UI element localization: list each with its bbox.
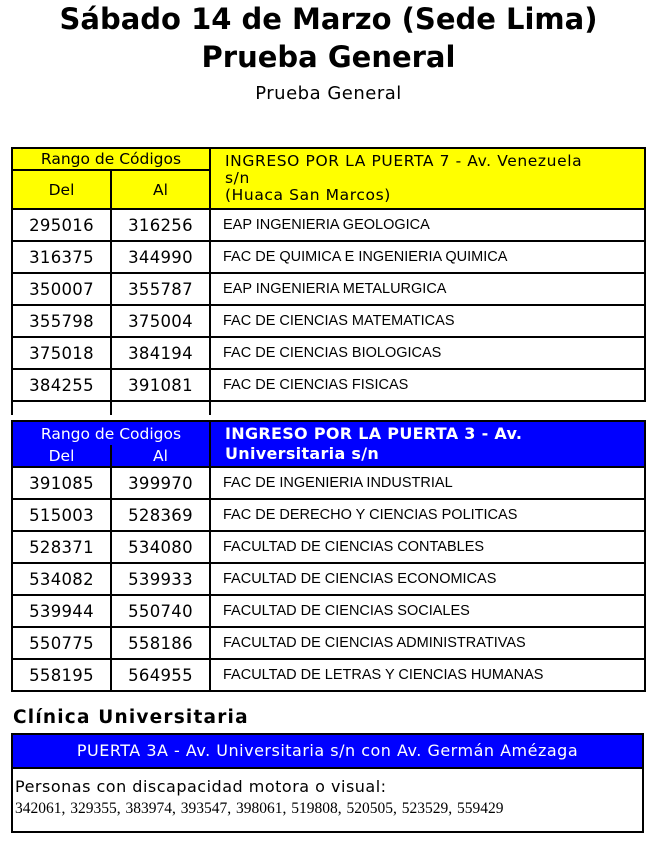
table-row (12, 467, 645, 499)
code-from: 391085 (12, 467, 111, 499)
faculty-name: FAC DE DERECHO Y CIENCIAS POLITICAS (210, 499, 645, 531)
page-subtitle: Prueba General (201, 40, 456, 74)
entrance-header-puerta-7 (210, 148, 645, 209)
code-to: 528369 (111, 499, 210, 531)
faculty-name: FACULTAD DE CIENCIAS ECONOMICAS (210, 563, 645, 595)
code-from: 539944 (12, 595, 111, 627)
entrance-header-puerta-3 (210, 421, 645, 467)
faculty-name: FACULTAD DE LETRAS Y CIENCIAS HUMANAS (210, 659, 645, 691)
table-row (12, 273, 645, 305)
code-from: 375018 (12, 337, 111, 369)
table-puerta-3 (11, 420, 646, 692)
code-to: 399970 (111, 467, 210, 499)
faculty-name: FACULTAD DE CIENCIAS CONTABLES (210, 531, 645, 563)
code-to: 355787 (111, 273, 210, 305)
entrance-line: INGRESO POR LA PUERTA 3 - Av. (225, 424, 523, 443)
code-from: 528371 (12, 531, 111, 563)
column-header-del: Del (12, 170, 111, 209)
table-row (12, 337, 645, 369)
table-row (12, 369, 645, 401)
clinic-description: Personas con discapacidad motora o visual: (15, 777, 387, 796)
faculty-name: FAC DE CIENCIAS MATEMATICAS (210, 305, 645, 337)
code-to: 539933 (111, 563, 210, 595)
clinic-codes: 342061, 329355, 383974, 393547, 398061, 519808, 520505, 523529, 559429 (15, 800, 504, 817)
table-row (12, 563, 645, 595)
faculty-name: FACULTAD DE CIENCIAS ADMINISTRATIVAS (210, 627, 645, 659)
code-to: 550740 (111, 595, 210, 627)
table-row (12, 627, 645, 659)
clinic-entrance-header: PUERTA 3A - Av. Universitaria s/n con Av. Germán Amézaga (13, 735, 642, 769)
code-to: 564955 (111, 659, 210, 691)
table-row (12, 659, 645, 691)
entrance-line: Universitaria s/n (225, 444, 380, 463)
spacer-row (12, 401, 645, 415)
range-header: Rango de Códigos (12, 148, 210, 170)
page-title: Sábado 14 de Marzo (Sede Lima) (59, 2, 598, 36)
code-from: 558195 (12, 659, 111, 691)
code-to: 316256 (111, 209, 210, 241)
faculty-name: FAC DE CIENCIAS FISICAS (210, 369, 645, 401)
column-header-del: Del (12, 445, 111, 467)
code-from: 355798 (12, 305, 111, 337)
faculty-name: FACULTAD DE CIENCIAS SOCIALES (210, 595, 645, 627)
page-caption: Prueba General (255, 83, 402, 104)
code-to: 375004 (111, 305, 210, 337)
table-row (12, 499, 645, 531)
code-to: 534080 (111, 531, 210, 563)
code-from: 350007 (12, 273, 111, 305)
code-from: 384255 (12, 369, 111, 401)
code-from: 295016 (12, 209, 111, 241)
entrance-line: INGRESO POR LA PUERTA 7 - Av. Venezuela (225, 152, 583, 170)
code-from: 550775 (12, 627, 111, 659)
faculty-name: FAC DE INGENIERIA INDUSTRIAL (210, 467, 645, 499)
table-row (12, 241, 645, 273)
faculty-name: FAC DE CIENCIAS BIOLOGICAS (210, 337, 645, 369)
column-header-al: Al (111, 170, 210, 209)
table-row (12, 595, 645, 627)
code-to: 558186 (111, 627, 210, 659)
column-header-al: Al (111, 445, 210, 467)
code-to: 344990 (111, 241, 210, 273)
code-to: 384194 (111, 337, 210, 369)
code-to: 391081 (111, 369, 210, 401)
table-row (12, 209, 645, 241)
code-from: 316375 (12, 241, 111, 273)
code-from: 534082 (12, 563, 111, 595)
table-puerta-7 (11, 147, 646, 415)
table-row (12, 531, 645, 563)
faculty-name: EAP INGENIERIA METALURGICA (210, 273, 645, 305)
faculty-name: EAP INGENIERIA GEOLOGICA (210, 209, 645, 241)
code-from: 515003 (12, 499, 111, 531)
clinic-title: Clínica Universitaria (13, 707, 249, 728)
entrance-line: s/n (225, 169, 250, 187)
faculty-name: FAC DE QUIMICA E INGENIERIA QUIMICA (210, 241, 645, 273)
entrance-line: (Huaca San Marcos) (225, 186, 391, 204)
clinic-box (11, 733, 644, 833)
range-header: Rango de Codigos (12, 421, 210, 445)
table-row (12, 305, 645, 337)
